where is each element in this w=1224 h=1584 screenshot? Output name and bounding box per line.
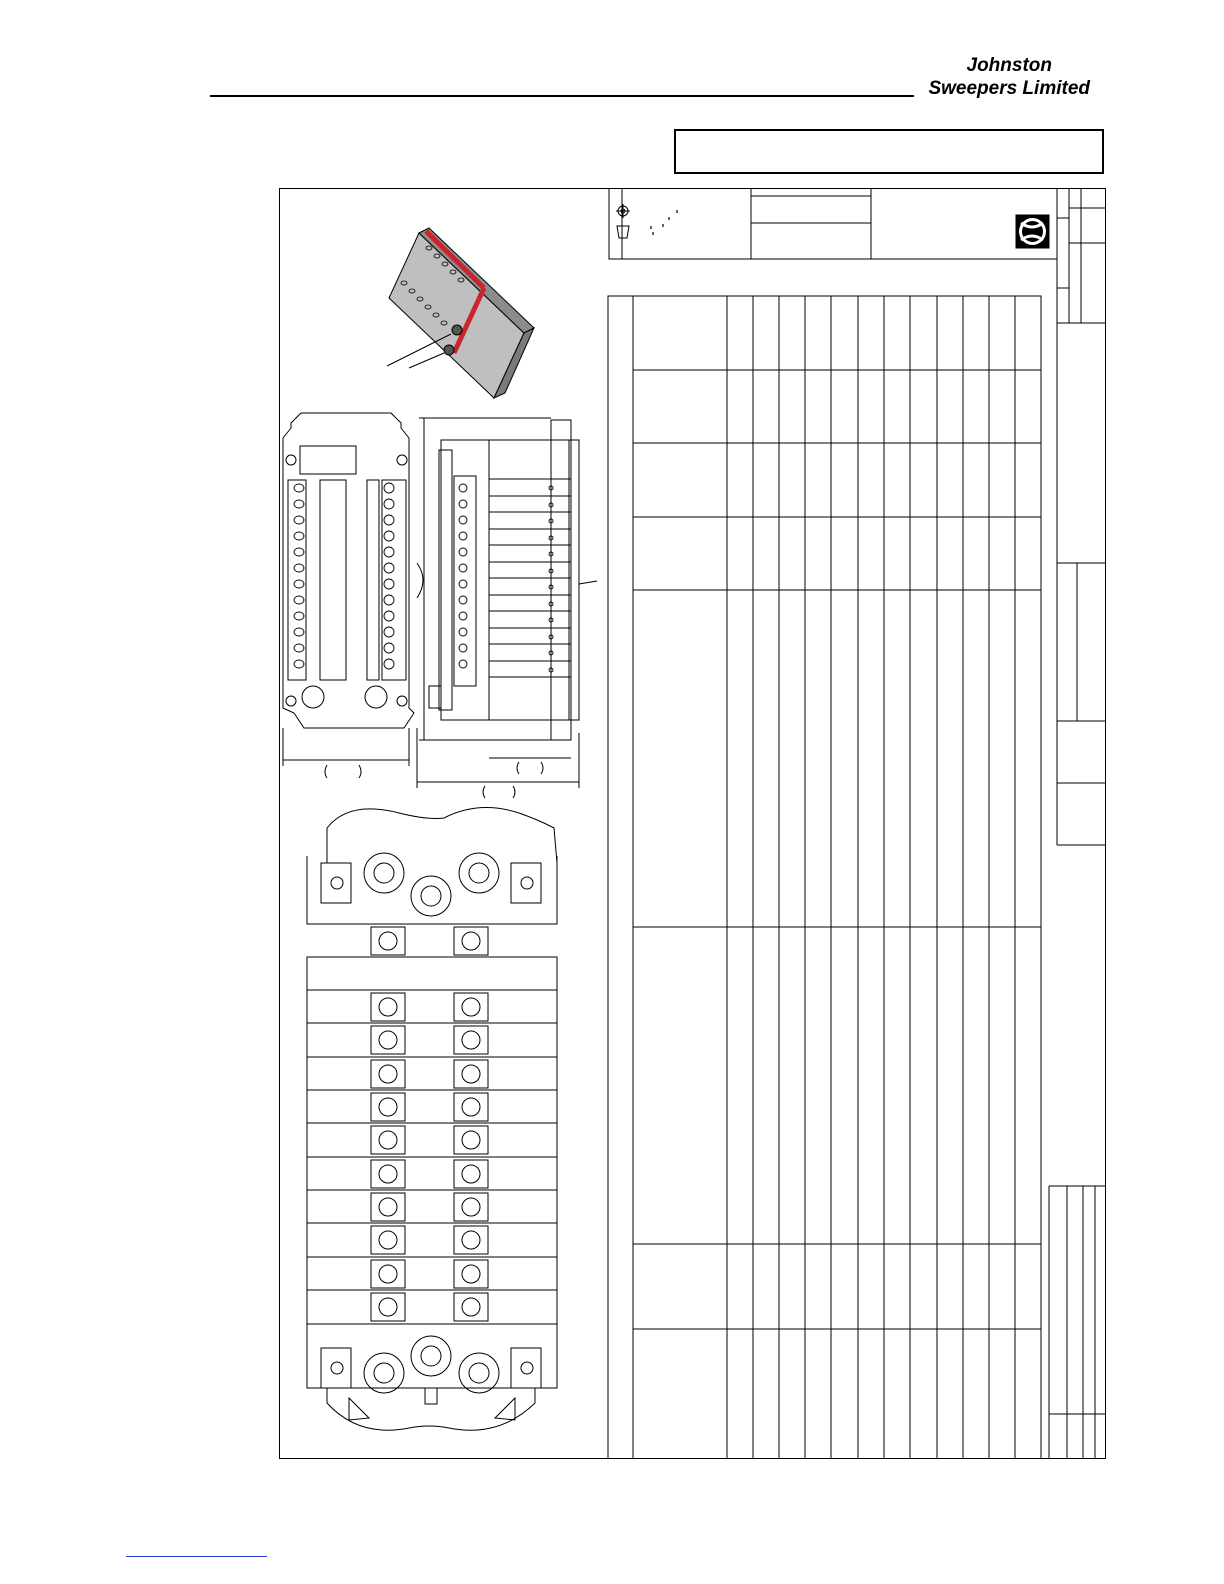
front-elevation-view (283, 413, 414, 778)
company-swirl-logo-icon (1016, 215, 1049, 248)
company-name (928, 54, 1090, 100)
first-angle-projection-icon (616, 204, 630, 238)
technical-drawing (279, 188, 1106, 1459)
parts-table-grid (608, 296, 1041, 1459)
side-elevation-view (417, 418, 597, 798)
company-name-line1: Johnston (966, 55, 1052, 76)
title-block (609, 188, 1057, 259)
isometric-module-view (387, 228, 534, 398)
terminal-detail-view (307, 808, 557, 1431)
revision-columns (1049, 188, 1106, 1459)
header-rule (210, 95, 914, 97)
title-box (674, 129, 1104, 174)
footer-link-underline (126, 1556, 267, 1557)
company-name-line2: Sweepers Limited (928, 78, 1090, 99)
